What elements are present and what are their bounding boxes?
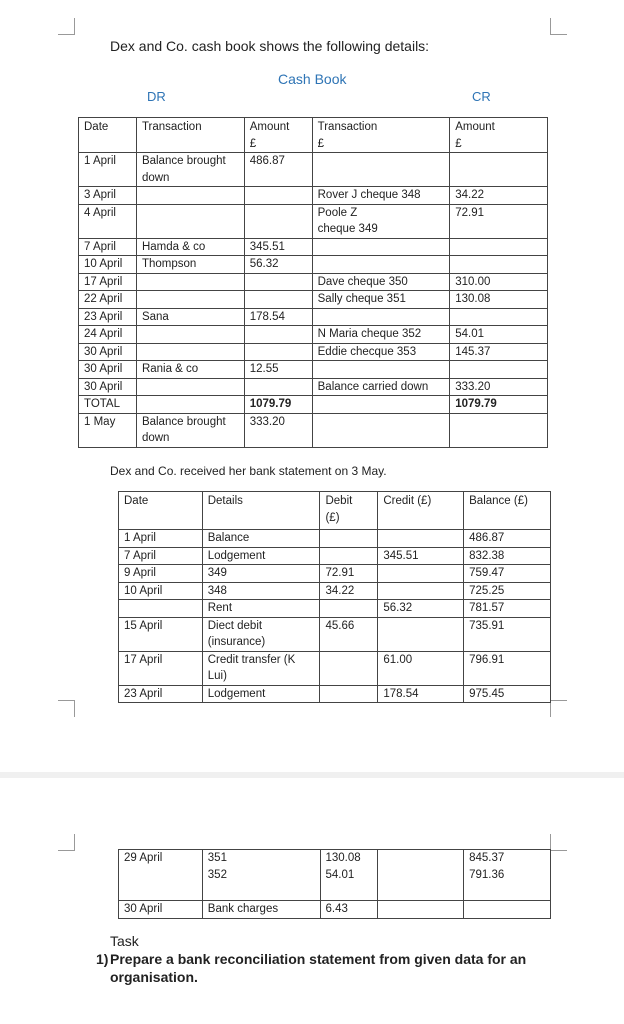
table-cell: 12.55 <box>244 361 312 379</box>
table-cell: 178.54 <box>244 308 312 326</box>
table-cell: 486.87 <box>464 530 551 548</box>
table-row <box>79 291 548 309</box>
table-cell <box>312 413 450 447</box>
crop-mark <box>58 700 75 717</box>
table-cell <box>244 187 312 205</box>
table-cell: 17 April <box>119 651 203 685</box>
table-cell: N Maria cheque 352 <box>312 326 450 344</box>
task-block <box>96 932 546 986</box>
table-cell <box>378 530 464 548</box>
header-cell <box>244 118 312 153</box>
table-cell <box>450 238 548 256</box>
table-cell: 17 April <box>79 273 137 291</box>
task-number: 1) <box>96 951 109 967</box>
document-page-2 <box>0 778 624 1024</box>
table-cell: 348 <box>202 582 320 600</box>
header-text: £ <box>317 137 325 150</box>
table-cell: 333.20 <box>450 378 548 396</box>
table-row <box>119 582 551 600</box>
table-cell: 23 April <box>119 685 203 703</box>
header-cell <box>450 118 548 153</box>
header-cell: Details <box>202 492 320 530</box>
table-row <box>79 153 548 187</box>
table-cell: 178.54 <box>378 685 464 703</box>
table-cell: Sally cheque 351 <box>312 291 450 309</box>
table-cell <box>464 901 551 919</box>
table-cell <box>320 600 378 618</box>
table-cell: 30 April <box>79 361 137 379</box>
table-cell: Dave cheque 350 <box>312 273 450 291</box>
table-cell: 10 April <box>79 256 137 274</box>
header-cell: Date <box>119 492 203 530</box>
bank-statement-table-continued <box>118 849 551 919</box>
table-cell: Balance carried down <box>312 378 450 396</box>
table-cell <box>136 343 244 361</box>
header-text: (£) <box>325 511 340 524</box>
cell-text: down <box>141 432 170 444</box>
table-cell <box>378 850 464 901</box>
task-item <box>96 950 546 986</box>
table-cell: 7 April <box>79 238 137 256</box>
table-row <box>79 413 548 447</box>
cell-text: 352 <box>207 868 227 881</box>
table-cell: 61.00 <box>378 651 464 685</box>
crop-mark <box>550 18 567 35</box>
cell-text: Balance brought <box>141 155 226 167</box>
table-cell <box>136 326 244 344</box>
table-row <box>79 343 548 361</box>
table-cell <box>450 153 548 187</box>
task-text: Prepare a bank reconciliation statement from given data for an organisation. <box>110 951 527 985</box>
table-cell <box>136 153 244 187</box>
table-cell: 9 April <box>119 565 203 583</box>
table-cell: Rent <box>202 600 320 618</box>
table-cell <box>312 204 450 238</box>
table-row <box>119 565 551 583</box>
table-cell: 29 April <box>119 850 203 901</box>
table-cell <box>136 204 244 238</box>
cell-text: 351 <box>207 852 227 864</box>
cell-text: Balance brought <box>141 415 226 428</box>
table-cell <box>378 617 464 651</box>
table-cell: 796.91 <box>464 651 551 685</box>
table-row <box>79 308 548 326</box>
table-cell: 30 April <box>79 378 137 396</box>
table-cell: TOTAL <box>79 396 137 414</box>
header-text: £ <box>455 137 462 150</box>
table-row <box>119 530 551 548</box>
table-row-total <box>79 396 548 414</box>
header-cell: Credit (£) <box>378 492 464 530</box>
table-cell: 15 April <box>119 617 203 651</box>
cash-book-title: Cash Book <box>278 71 347 87</box>
table-cell: 130.08 <box>450 291 548 309</box>
table-cell <box>312 153 450 187</box>
table-cell: 23 April <box>79 308 137 326</box>
table-row <box>79 378 548 396</box>
table-cell: Lodgement <box>202 685 320 703</box>
table-cell: Thompson <box>136 256 244 274</box>
cell-text: Lui) <box>207 670 227 682</box>
cell-text: Credit transfer (K <box>207 653 296 666</box>
table-row <box>79 361 548 379</box>
table-cell <box>119 600 203 618</box>
header-cell <box>320 492 378 530</box>
table-row <box>79 187 548 205</box>
table-cell <box>320 651 378 685</box>
table-cell <box>244 204 312 238</box>
cell-text: (insurance) <box>207 636 266 648</box>
table-cell: Rania & co <box>136 361 244 379</box>
table-cell <box>202 850 320 901</box>
table-cell: 56.32 <box>244 256 312 274</box>
table-cell <box>378 582 464 600</box>
table-cell: 7 April <box>119 547 203 565</box>
cell-text: down <box>141 171 170 184</box>
table-cell <box>244 378 312 396</box>
table-cell <box>244 291 312 309</box>
table-row <box>79 256 548 274</box>
table-cell <box>244 343 312 361</box>
table-cell <box>320 547 378 565</box>
table-cell: 72.91 <box>320 565 378 583</box>
table-cell <box>136 187 244 205</box>
table-cell: 975.45 <box>464 685 551 703</box>
bank-statement-intro: Dex and Co. received her bank statement on 3 May. <box>110 464 387 478</box>
table-cell: 10 April <box>119 582 203 600</box>
header-text: Amount <box>249 121 290 133</box>
table-cell <box>450 361 548 379</box>
table-cell <box>136 291 244 309</box>
table-cell: 349 <box>202 565 320 583</box>
table-cell: 345.51 <box>378 547 464 565</box>
cell-text: 54.01 <box>325 868 355 881</box>
dr-label: DR <box>147 89 166 104</box>
crop-mark <box>550 834 567 851</box>
table-cell: 22 April <box>79 291 137 309</box>
table-cell <box>450 413 548 447</box>
table-cell: 486.87 <box>244 153 312 187</box>
table-cell: 1079.79 <box>450 396 548 414</box>
table-row <box>79 238 548 256</box>
crop-mark <box>58 18 75 35</box>
table-cell: 56.32 <box>378 600 464 618</box>
table-cell: 30 April <box>119 901 203 919</box>
table-header-row <box>79 118 548 153</box>
table-cell <box>312 361 450 379</box>
table-cell <box>312 238 450 256</box>
table-cell <box>202 651 320 685</box>
table-cell: 54.01 <box>450 326 548 344</box>
task-heading: Task <box>110 933 139 949</box>
header-cell: Date <box>79 118 137 153</box>
cell-text: Poole Z <box>317 206 358 219</box>
table-cell: Bank charges <box>202 901 320 919</box>
table-cell <box>378 565 464 583</box>
table-cell: 72.91 <box>450 204 548 238</box>
table-row <box>119 600 551 618</box>
table-cell <box>136 413 244 447</box>
cash-book-table <box>78 117 548 448</box>
header-text: £ <box>249 137 257 150</box>
table-cell: 1 May <box>79 413 137 447</box>
table-cell: Rover J cheque 348 <box>312 187 450 205</box>
table-cell: 725.25 <box>464 582 551 600</box>
table-row <box>119 685 551 703</box>
table-cell: Lodgement <box>202 547 320 565</box>
table-cell <box>136 273 244 291</box>
bank-statement-table <box>118 491 551 703</box>
cell-text: 791.36 <box>469 868 505 881</box>
table-cell: 832.38 <box>464 547 551 565</box>
header-cell: Transaction <box>136 118 244 153</box>
table-row <box>79 273 548 291</box>
header-text: Amount <box>455 121 495 133</box>
header-text: Debit <box>325 495 353 507</box>
table-cell: 1 April <box>119 530 203 548</box>
table-cell <box>320 530 378 548</box>
table-cell <box>202 617 320 651</box>
cell-text: 845.37 <box>469 852 505 864</box>
table-cell <box>464 850 551 901</box>
table-row <box>119 547 551 565</box>
table-cell <box>312 308 450 326</box>
header-cell <box>312 118 450 153</box>
crop-mark <box>550 700 567 717</box>
table-row <box>119 651 551 685</box>
table-cell: 735.91 <box>464 617 551 651</box>
table-cell <box>320 850 378 901</box>
cr-label: CR <box>472 89 491 104</box>
table-cell: 333.20 <box>244 413 312 447</box>
table-header-row <box>119 492 551 530</box>
table-cell: 1 April <box>79 153 137 187</box>
table-cell <box>450 256 548 274</box>
table-cell <box>312 396 450 414</box>
table-cell: Sana <box>136 308 244 326</box>
cell-text: 130.08 <box>325 852 361 864</box>
table-row <box>79 326 548 344</box>
table-cell: 759.47 <box>464 565 551 583</box>
header-text: Transaction <box>317 121 378 133</box>
table-cell <box>244 273 312 291</box>
table-cell <box>136 378 244 396</box>
table-row <box>119 617 551 651</box>
crop-mark <box>58 834 75 851</box>
cell-text: cheque 349 <box>317 223 378 235</box>
cell-text: Diect debit <box>207 619 263 632</box>
table-cell: Balance <box>202 530 320 548</box>
table-cell: 345.51 <box>244 238 312 256</box>
table-cell: 6.43 <box>320 901 378 919</box>
table-cell: 310.00 <box>450 273 548 291</box>
intro-text: Dex and Co. cash book shows the following details: <box>110 38 430 54</box>
table-cell <box>136 396 244 414</box>
table-cell: 30 April <box>79 343 137 361</box>
table-row <box>119 901 551 919</box>
table-cell <box>244 326 312 344</box>
table-cell: 1079.79 <box>244 396 312 414</box>
table-cell: 145.37 <box>450 343 548 361</box>
table-row <box>119 850 551 901</box>
table-cell: Eddie checque 353 <box>312 343 450 361</box>
table-cell <box>320 685 378 703</box>
table-cell: 34.22 <box>320 582 378 600</box>
table-cell: 34.22 <box>450 187 548 205</box>
table-cell <box>378 901 464 919</box>
header-cell: Balance (£) <box>464 492 551 530</box>
table-cell <box>450 308 548 326</box>
table-row <box>79 204 548 238</box>
table-cell <box>312 256 450 274</box>
table-cell: 3 April <box>79 187 137 205</box>
table-cell: 24 April <box>79 326 137 344</box>
table-cell: Hamda & co <box>136 238 244 256</box>
table-cell: 4 April <box>79 204 137 238</box>
table-cell: 781.57 <box>464 600 551 618</box>
table-cell: 45.66 <box>320 617 378 651</box>
